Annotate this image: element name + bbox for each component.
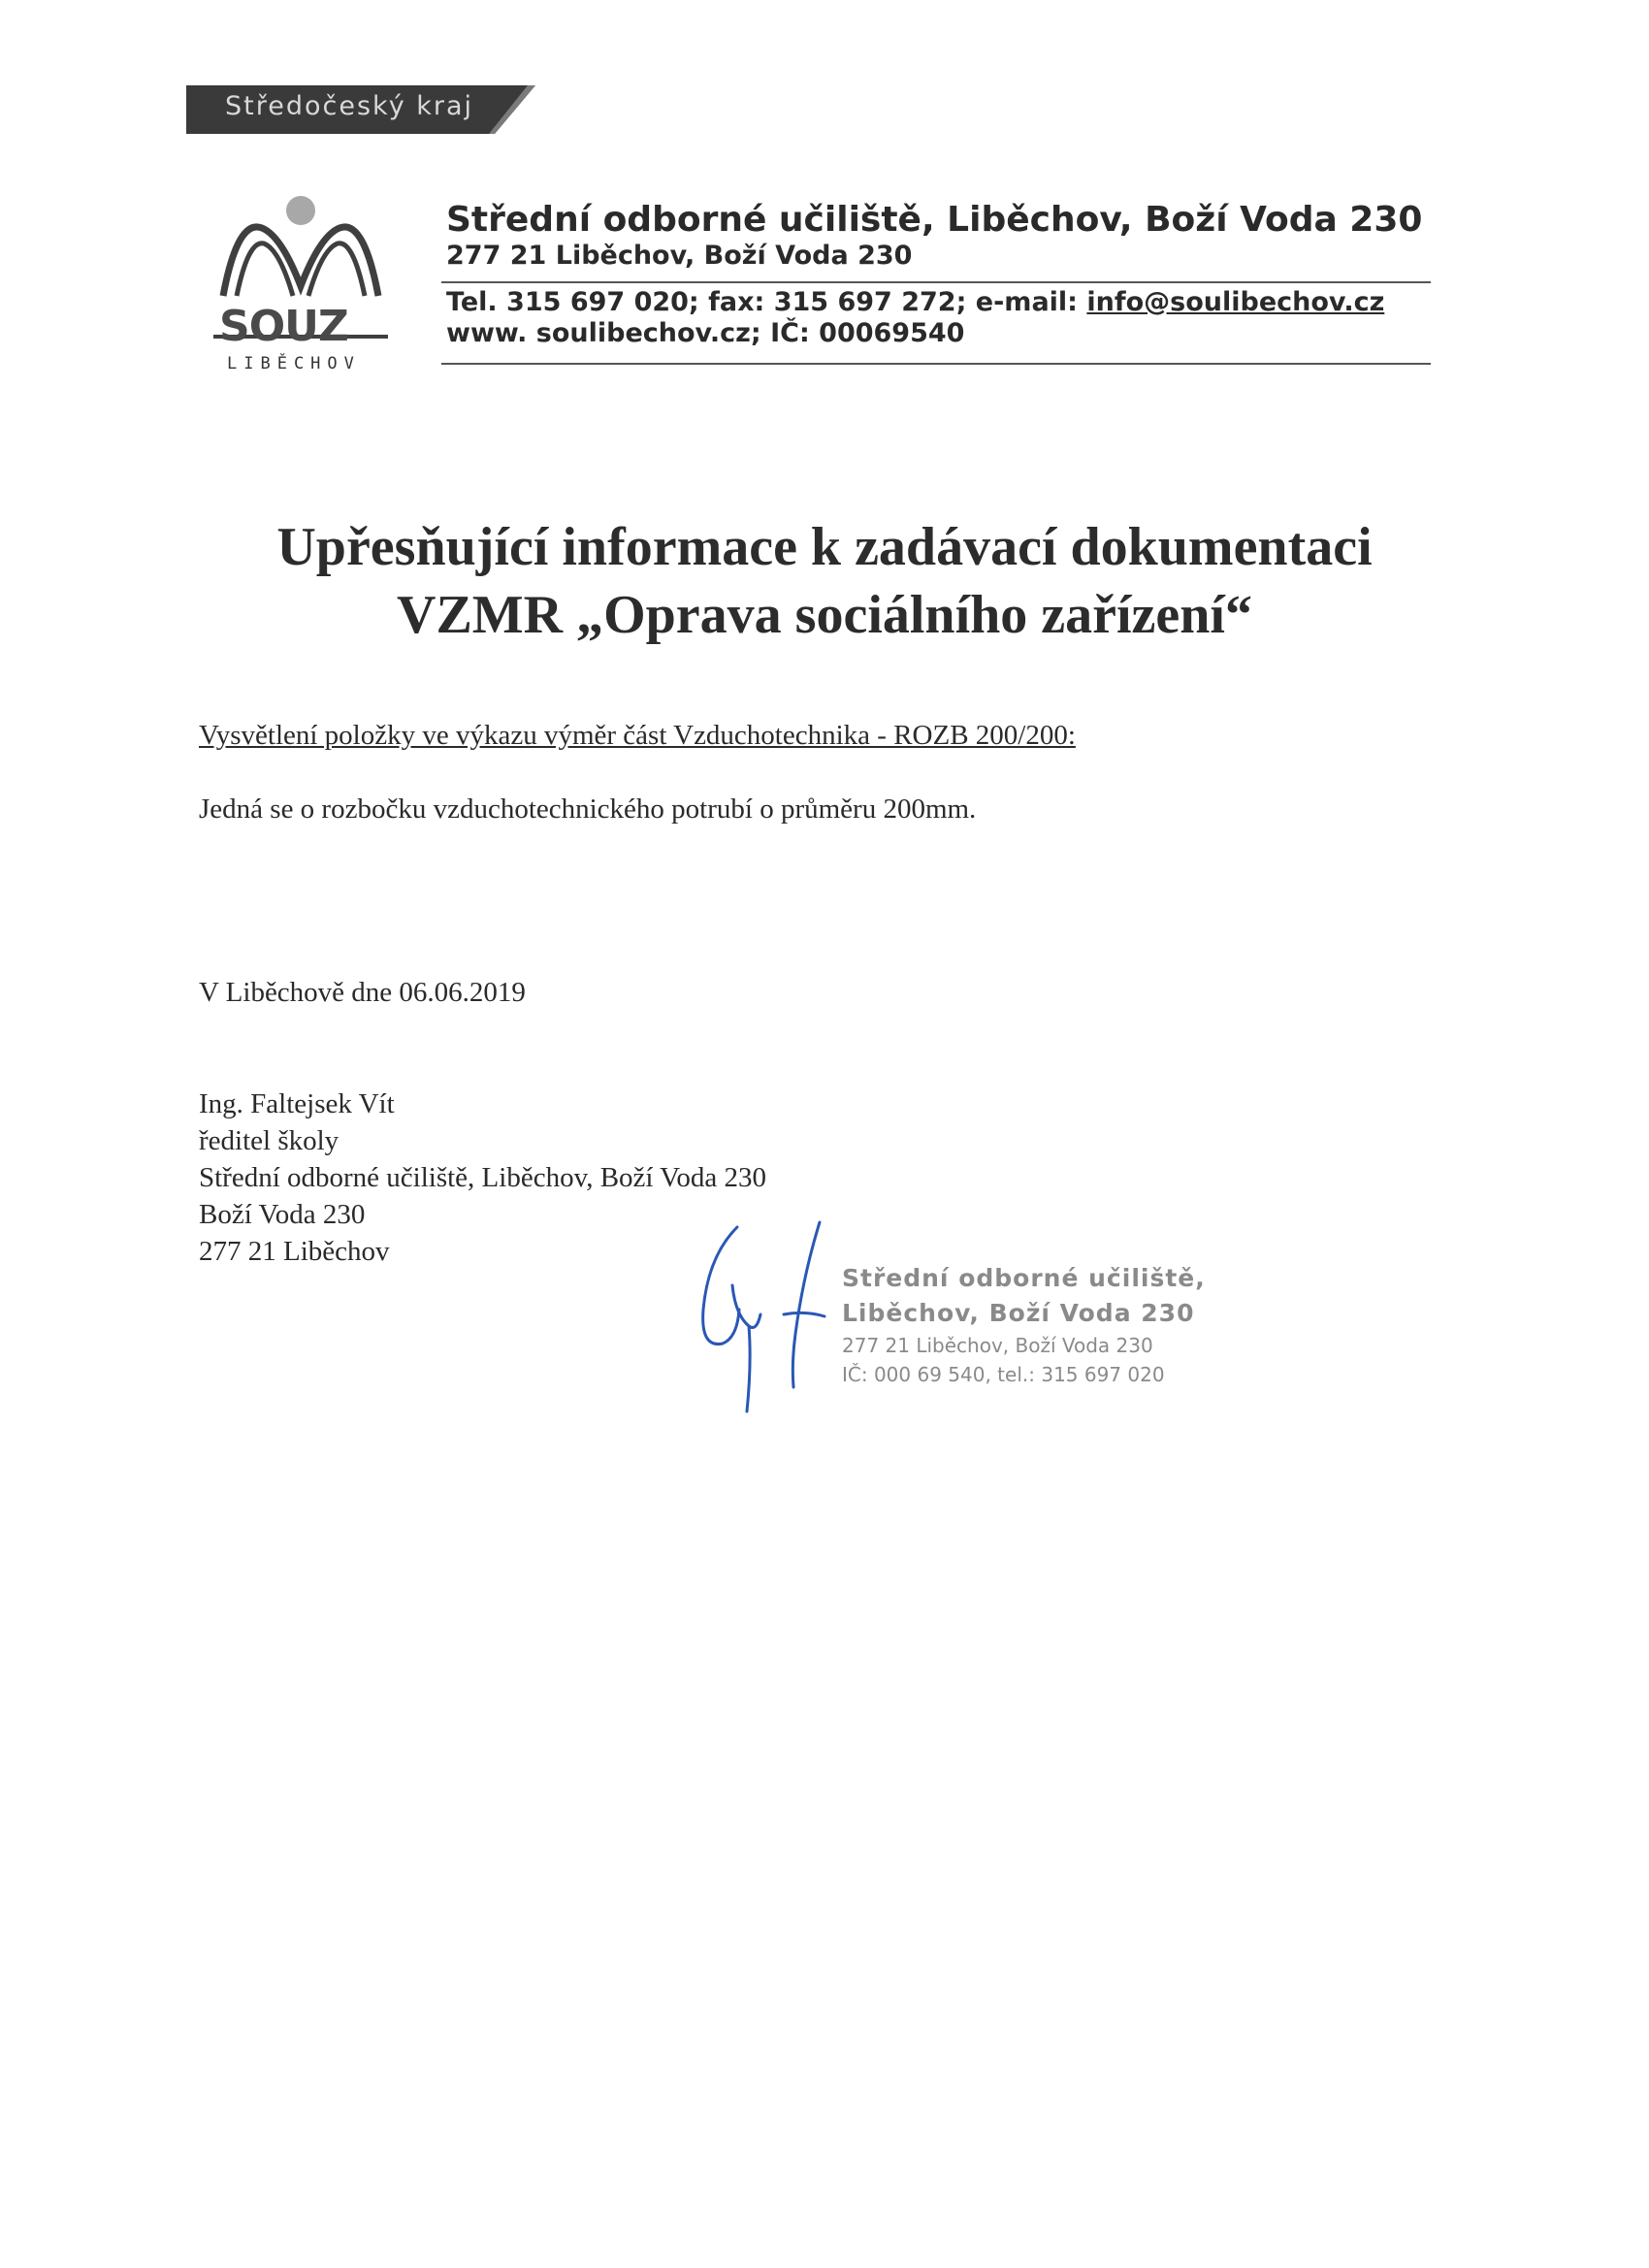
official-stamp <box>842 1261 1206 1389</box>
region-banner <box>186 85 535 134</box>
stamp-line-4: IČ: 000 69 540, tel.: 315 697 020 <box>842 1363 1165 1386</box>
letterhead-contact-prefix: Tel. 315 697 020; fax: 315 697 272; e-mail: <box>446 287 1087 317</box>
letterhead-web: www. soulibechov.cz; IČ: 00069540 <box>446 318 965 348</box>
explanation-paragraph: Jedná se o rozbočku vzduchotechnického potrubí o průměru 200mm. <box>199 794 977 825</box>
stamp-line-3: 277 21 Liběchov, Boží Voda 230 <box>842 1334 1153 1357</box>
logo-word: SOUZ <box>219 302 348 351</box>
letterhead-address: 277 21 Liběchov, Boží Voda 230 <box>446 241 913 271</box>
email-link[interactable]: info@soulibechov.cz <box>1086 287 1385 317</box>
letterhead-contact <box>446 287 1384 317</box>
letterhead-name: Střední odborné učiliště, Liběchov, Boží Voda 230 <box>446 200 1423 240</box>
logo-town: LIBĚCHOV <box>227 354 361 373</box>
sender-name: Ing. Faltejsek Vít <box>199 1088 395 1119</box>
sender-role: ředitel školy <box>199 1125 340 1156</box>
school-logo <box>204 189 398 383</box>
sender-org: Střední odborné učiliště, Liběchov, Boží Voda 230 <box>199 1162 767 1193</box>
document-title-line2: VZMR „Oprava sociálního zařízení“ <box>397 585 1252 645</box>
explanation-heading: Vysvětlení položky ve výkazu výměr část Vzduchotechnika - ROZB 200/200: <box>199 720 1076 751</box>
stamp-line-1: Střední odborné učiliště, <box>842 1264 1206 1292</box>
place-date: V Liběchově dne 06.06.2019 <box>199 977 526 1008</box>
signature <box>679 1217 854 1421</box>
region-label: Středočeský kraj <box>225 91 474 121</box>
letterhead-rule-top <box>441 281 1431 283</box>
signature-icon <box>679 1217 854 1421</box>
stamp-line-2: Liběchov, Boží Voda 230 <box>842 1299 1195 1327</box>
sender-street: Boží Voda 230 <box>199 1199 366 1230</box>
document-title-line1: Upřesňující informace k zadávací dokumentaci <box>276 517 1373 577</box>
sender-city: 277 21 Liběchov <box>199 1236 390 1267</box>
letterhead-rule-bottom <box>441 363 1431 365</box>
